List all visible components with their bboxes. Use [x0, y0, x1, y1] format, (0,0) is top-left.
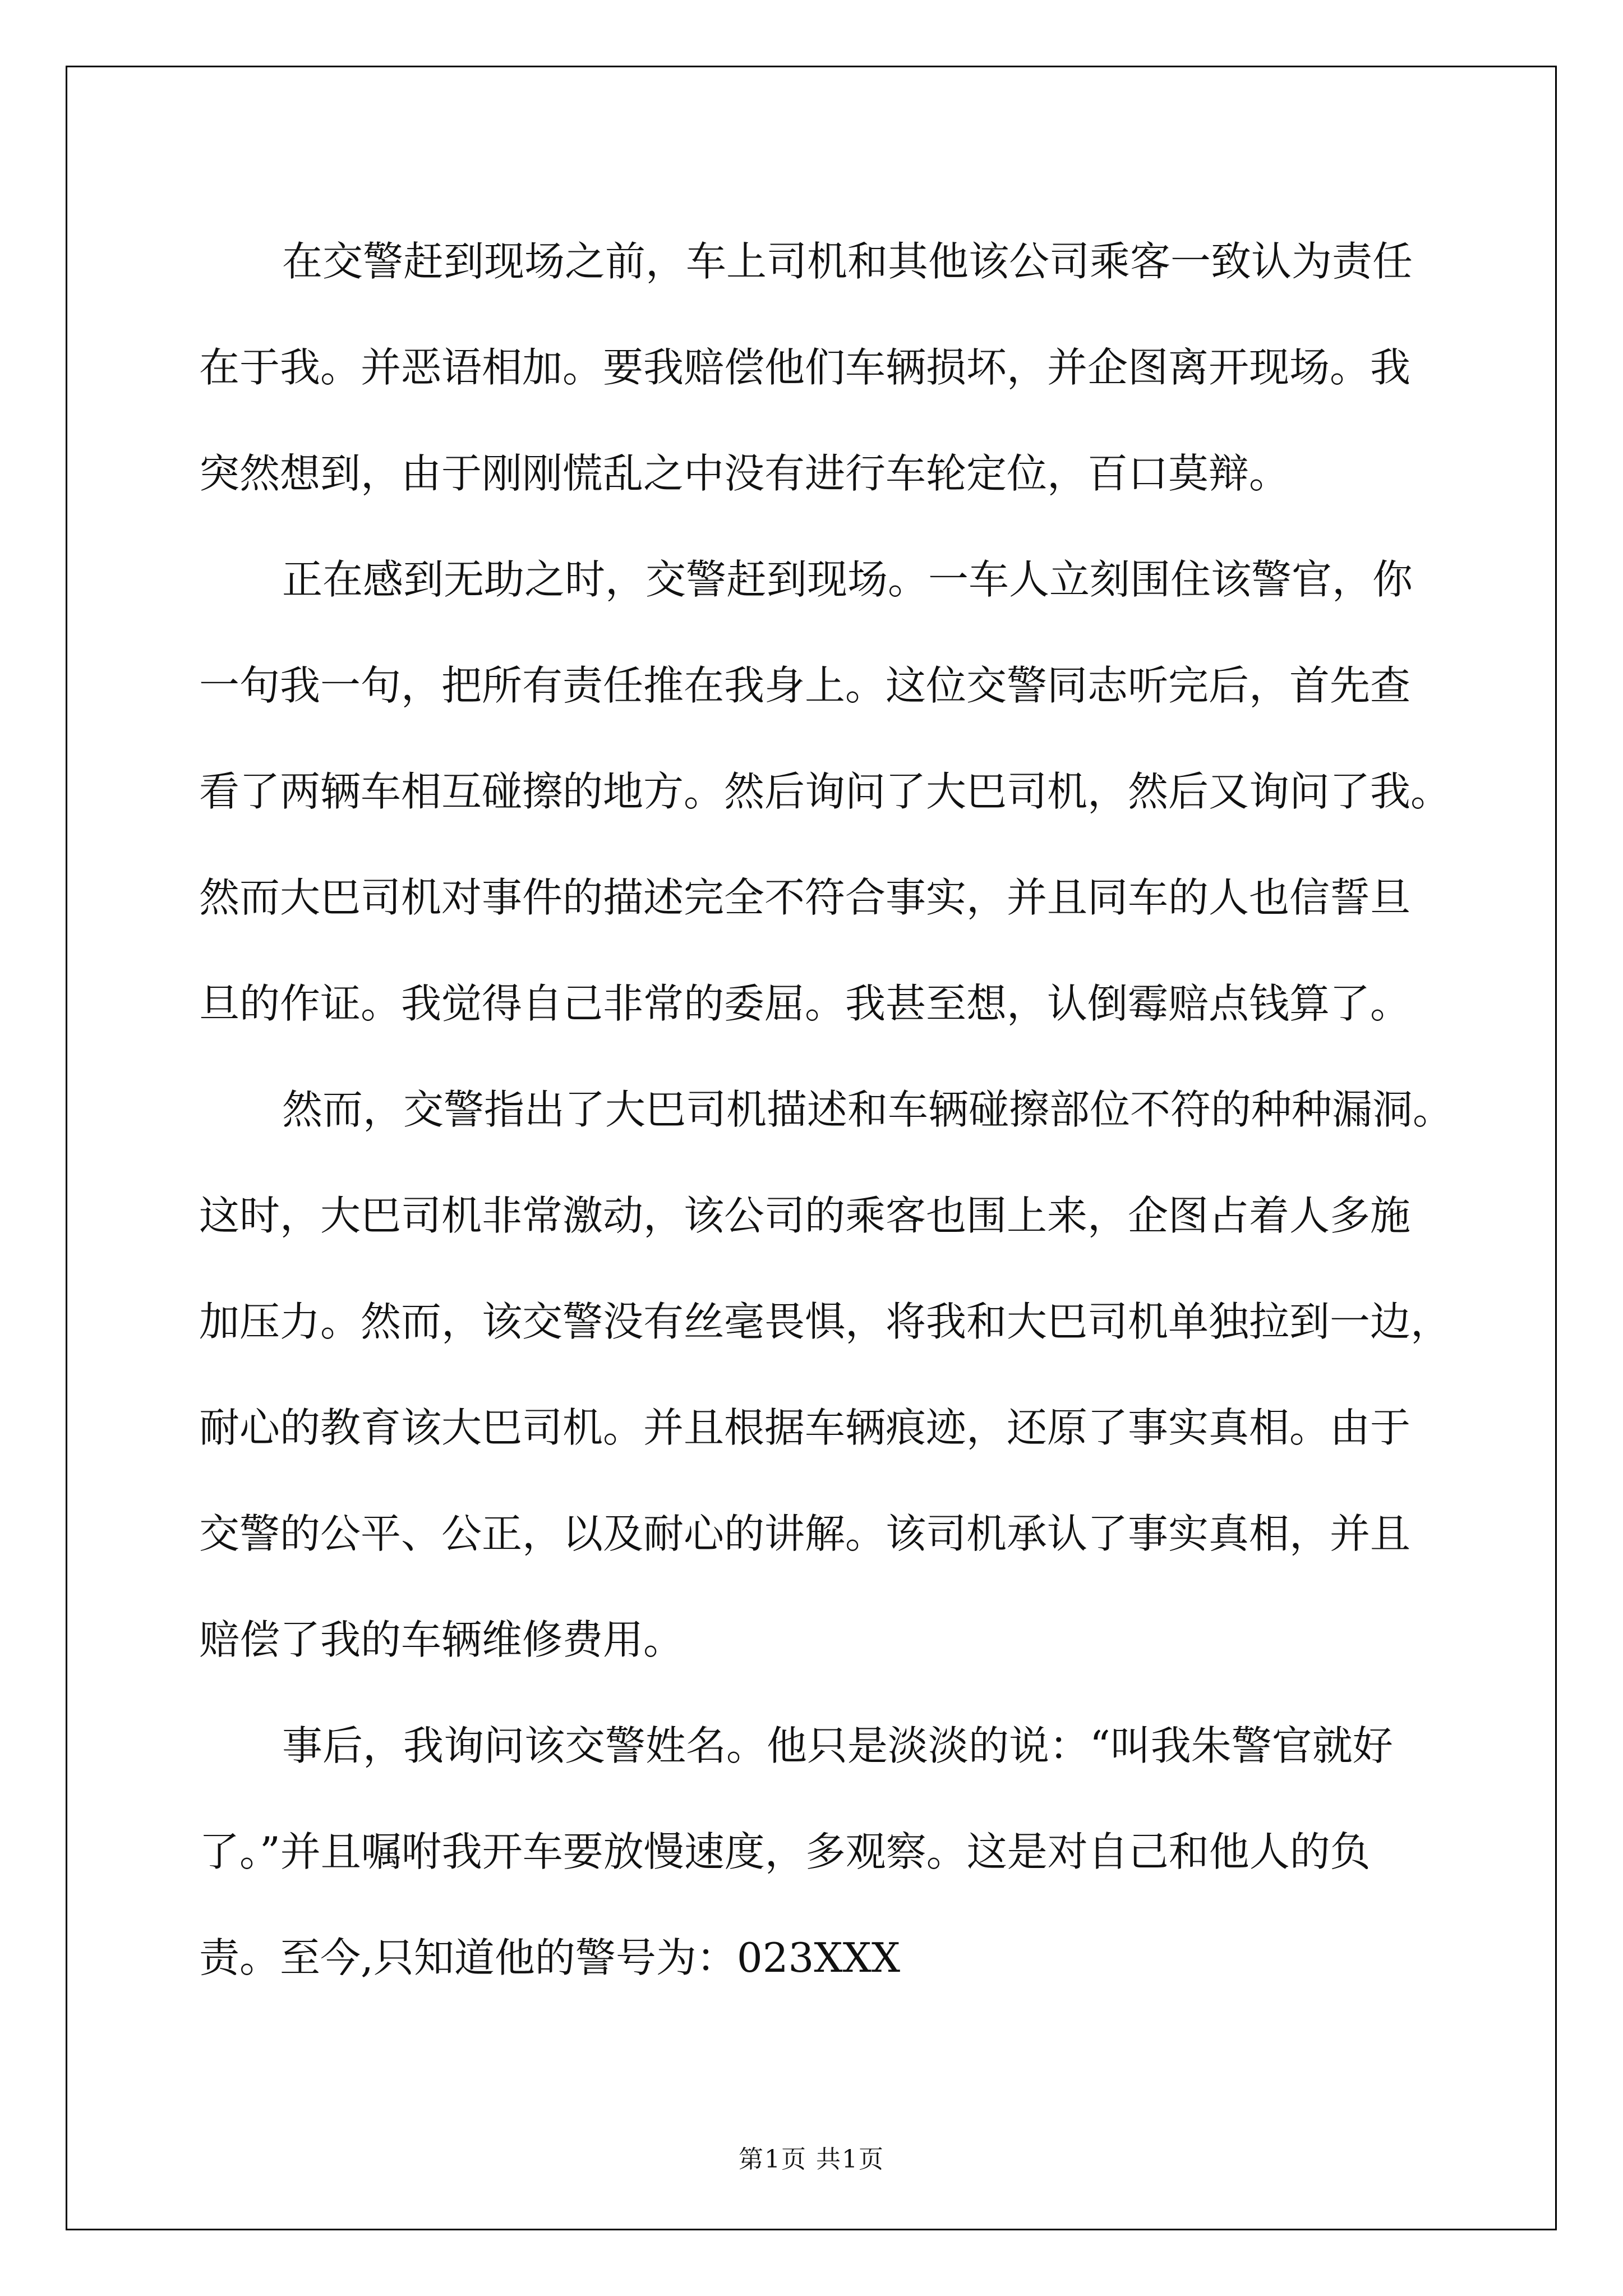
text-line: 加压力。然而，该交警没有丝毫畏惧，将我和大巴司机单独拉到一边，: [199, 1298, 1451, 1345]
document-body: [199, 209, 1454, 2011]
text-line: 责。至今,只知道他的警号为：023XXX: [199, 1934, 901, 1981]
text-line: 突然想到，由于刚刚慌乱之中没有进行车轮定位，百口莫辩。: [199, 450, 1290, 497]
text-line: 事后，我询问该交警姓名。他只是淡淡的说：“叫我朱警官就好: [282, 1722, 1393, 1769]
text-line: 耐心的教育该大巴司机。并且根据车辆痕迹，还原了事实真相。由于: [199, 1404, 1411, 1451]
text-line: 在交警赶到现场之前，车上司机和其他该公司乘客一致认为责任: [282, 238, 1413, 285]
text-line: 旦的作证。我觉得自己非常的委屈。我甚至想，认倒霉赔点钱算了。: [199, 980, 1411, 1027]
text-line: 然而，交警指出了大巴司机描述和车辆碰擦部位不符的种种漏洞。: [282, 1086, 1454, 1133]
text-line: 正在感到无助之时，交警赶到现场。一车人立刻围住该警官，你: [282, 556, 1413, 603]
text-line: 看了两辆车相互碰擦的地方。然后询问了大巴司机，然后又询问了我。: [199, 768, 1451, 815]
text-line: 然而大巴司机对事件的描述完全不符合事实，并且同车的人也信誓旦: [199, 874, 1411, 921]
text-line: 一句我一句，把所有责任推在我身上。这位交警同志听完后，首先查: [199, 662, 1411, 709]
text-line: 了。”并且嘱咐我开车要放慢速度，多观察。这是对自己和他人的负: [199, 1828, 1371, 1875]
text-line: 在于我。并恶语相加。要我赔偿他们车辆损坏，并企图离开现场。我: [199, 344, 1411, 391]
page-number-footer: 第1页 共1页: [739, 2145, 884, 2174]
text-line: 赔偿了我的车辆维修费用。: [199, 1616, 684, 1663]
text-line: 这时，大巴司机非常激动，该公司的乘客也围上来，企图占着人多施: [199, 1192, 1411, 1239]
text-line: 交警的公平、公正，以及耐心的讲解。该司机承认了事实真相，并且: [199, 1510, 1411, 1557]
